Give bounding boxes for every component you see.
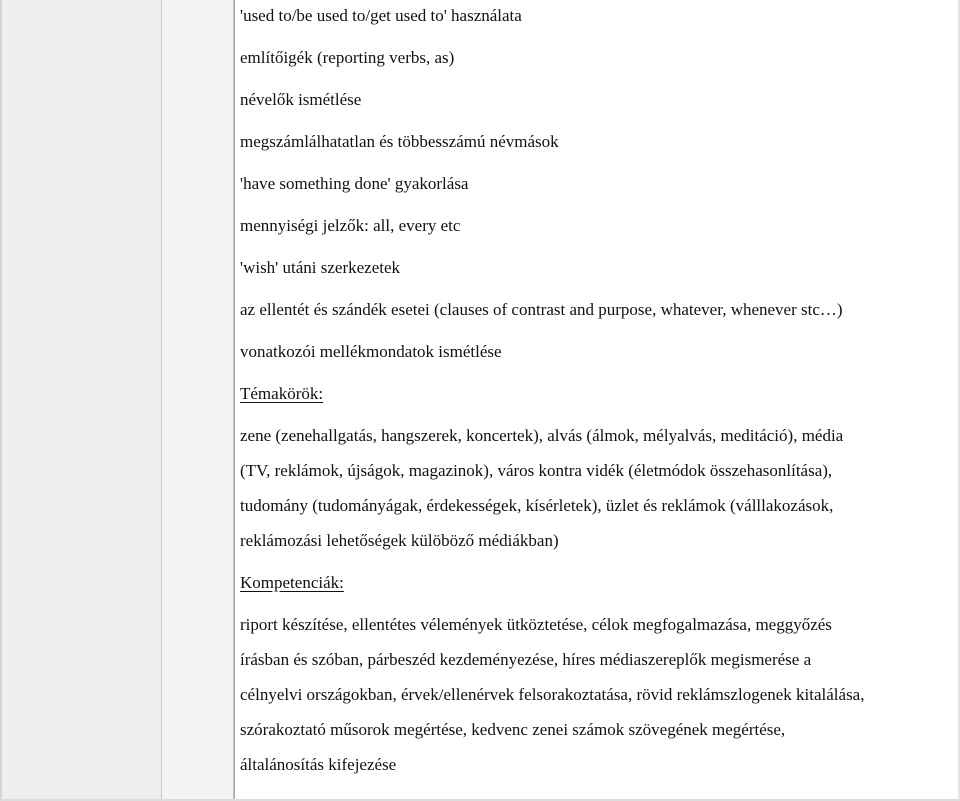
topics-line: reklámozási lehetőségek külöböző médiákban) — [240, 531, 559, 550]
competencies-line: általánosítás kifejezése — [240, 755, 397, 774]
grammar-item: mennyiségi jelzők: all, every etc — [240, 216, 461, 235]
grammar-item: 'used to/be used to/get used to' használata — [240, 6, 522, 25]
topics-heading: Témakörök: — [240, 384, 324, 403]
competencies-line: írásban és szóban, párbeszéd kezdeményezése, híres médiaszereplők megismerése a — [240, 650, 812, 669]
competencies-line: célnyelvi országokban, érvek/ellenérvek felsorakoztatása, rövid reklámszlogenek kitalálása, — [240, 685, 865, 704]
competencies-line: riport készítése, ellentétes vélemények ütköztetése, célok megfogalmazása, meggyőzés — [240, 615, 832, 634]
grammar-item: megszámlálhatatlan és többesszámú névmások — [240, 132, 559, 151]
competencies-line: szórakoztató műsorok megértése, kedvenc zenei számok szövegének megértése, — [240, 720, 786, 739]
topics-line: tudomány (tudományágak, érdekességek, kísérletek), üzlet és reklámok (válllakozások, — [240, 496, 834, 515]
grammar-item: 'wish' utáni szerkezetek — [240, 258, 401, 277]
grammar-item: vonatkozói mellékmondatok ismétlése — [240, 342, 502, 361]
topics-line: (TV, reklámok, újságok, magazinok), város kontra vidék (életmódok összehasonlítása), — [240, 461, 833, 480]
table-border-left — [0, 0, 2, 801]
grammar-item: az ellentét és szándék esetei (clauses of contrast and purpose, whatever, whenever stc…) — [240, 300, 843, 319]
grammar-item: névelők ismétlése — [240, 90, 362, 109]
table-column-content — [234, 0, 960, 801]
grammar-item: 'have something done' gyakorlása — [240, 174, 469, 193]
grammar-item: említőigék (reporting verbs, as) — [240, 48, 455, 67]
topics-line: zene (zenehallgatás, hangszerek, koncertek), alvás (álmok, mélyalvás, meditáció), média — [240, 426, 844, 445]
competencies-heading: Kompetenciák: — [240, 573, 344, 592]
table-column-empty-left — [0, 0, 162, 801]
table-column-empty-middle — [162, 0, 234, 801]
